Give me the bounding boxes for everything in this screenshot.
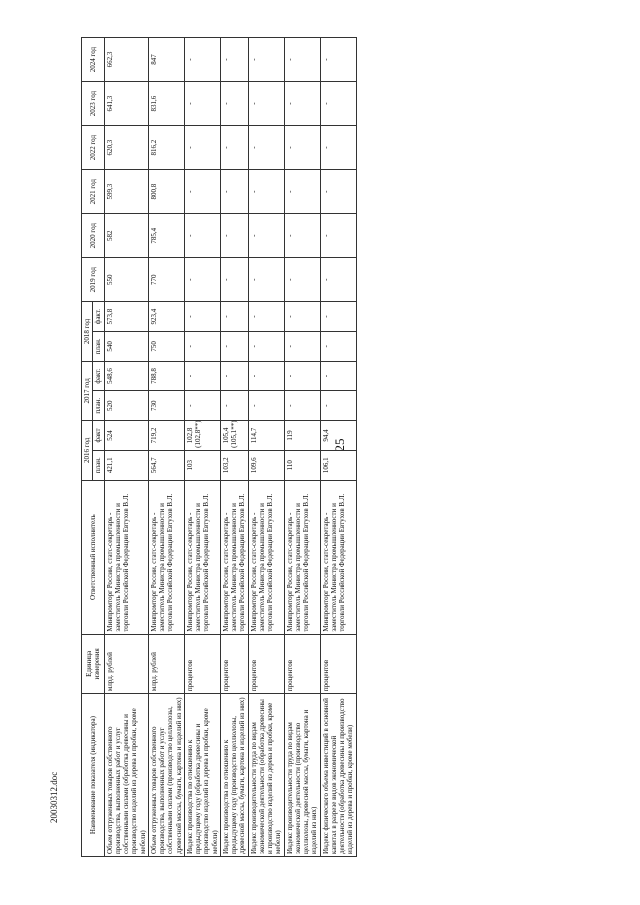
value-2024-cell: - [284, 38, 320, 82]
table-row [148, 38, 184, 857]
value-2023-cell: - [248, 82, 284, 126]
value-2019-cell: 550 [104, 258, 148, 302]
indicator-name: Индекс физического объема инвестиций в основной капитал в разрезе видов экономической деятельности (обработка древесины и производство изделий из дерева и пробки, кроме мебели) [320, 694, 356, 857]
fact-2016-cell: 94,4 [320, 421, 356, 451]
value-2022-cell: - [320, 126, 356, 170]
header-2021: 2021 год [82, 170, 105, 214]
header-2017-fact: факт. [93, 361, 104, 391]
fact-2016-cell: 102,8 (102,8**) [184, 421, 220, 451]
value-2020-cell: 582 [104, 214, 148, 258]
value-2022-cell: - [184, 126, 220, 170]
value-2022-cell: 620,3 [104, 126, 148, 170]
header-2019: 2019 год [82, 258, 105, 302]
plan-2017-cell: - [184, 391, 220, 421]
plan-2016-cell: 103 [184, 450, 220, 480]
header-2017: 2017 год [82, 361, 93, 420]
table-row [184, 38, 220, 857]
fact-2017-cell: 788,8 [148, 361, 184, 391]
value-2021-cell: 800,8 [148, 170, 184, 214]
value-2021-cell: 599,3 [104, 170, 148, 214]
fact-2017-cell: - [284, 361, 320, 391]
plan-2018-cell: - [320, 331, 356, 361]
value-2022-cell: 816,2 [148, 126, 184, 170]
value-2019-cell: - [184, 258, 220, 302]
header-unit: Единица измерения [82, 634, 105, 693]
fact-2017-cell: - [220, 361, 248, 391]
table-row [320, 38, 356, 857]
plan-2018-cell: 540 [104, 331, 148, 361]
responsible-cell: Минпромторг России, статс-секретарь - заместитель Министра промышленности и торговли Российской Федерации Евтухов В.Л. [248, 480, 284, 634]
value-2019-cell: 770 [148, 258, 184, 302]
fact-2018-cell: - [184, 302, 220, 332]
value-2022-cell: - [248, 126, 284, 170]
header-2023: 2023 год [82, 82, 105, 126]
header-2018-fact: факт. [93, 302, 104, 332]
value-2020-cell: - [184, 214, 220, 258]
plan-2017-cell: - [220, 391, 248, 421]
value-2020-cell: - [320, 214, 356, 258]
value-2020-cell: - [248, 214, 284, 258]
fact-2017-cell: - [248, 361, 284, 391]
header-responsible: Ответственный исполнитель [82, 480, 105, 634]
unit-cell: процентов [220, 634, 248, 693]
plan-2018-cell: - [184, 331, 220, 361]
plan-2017-cell: 730 [148, 391, 184, 421]
rotated-table-container [81, 37, 621, 857]
value-2023-cell: - [320, 82, 356, 126]
table-header [82, 38, 105, 857]
responsible-cell: Минпромторг России, статс-секретарь - заместитель Министра промышленности и торговли Российской Федерации Евтухов В.Л. [104, 480, 148, 634]
header-2016-fact: факт [93, 421, 104, 451]
header-2016-plan: план. [93, 450, 104, 480]
table-row [248, 38, 284, 857]
plan-2016-cell: 106,1 [320, 450, 356, 480]
unit-cell: млрд. рублей [104, 634, 148, 693]
plan-2016-cell: 110 [284, 450, 320, 480]
plan-2018-cell: - [284, 331, 320, 361]
fact-2017-cell: - [184, 361, 220, 391]
header-name: Наименование показателя (индикатора) [82, 694, 105, 857]
responsible-cell: Минпромторг России, статс-секретарь - заместитель Министра промышленности и торговли Российской Федерации Евтухов В.Л. [184, 480, 220, 634]
value-2021-cell: - [284, 170, 320, 214]
fact-2016-cell: 105,4 (105,1**) [220, 421, 248, 451]
value-2021-cell: - [248, 170, 284, 214]
indicator-name: Индекс производства по отношению к предыдущему году (производство целлюлозы, древесной массы, бумаги, картона и изделий из них) [220, 694, 248, 857]
page-number: 25 [332, 438, 347, 452]
plan-2016-cell: 564,7 [148, 450, 184, 480]
value-2020-cell: 785,4 [148, 214, 184, 258]
indicator-name: Объем отгруженных товаров собственного производства, выполненных работ и услуг собственными силами (производство целлюлозы, древесной массы, бумаги, картона и изделий из них) [148, 694, 184, 857]
responsible-cell: Минпромторг России, статс-секретарь - заместитель Министра промышленности и торговли Российской Федерации Евтухов В.Л. [284, 480, 320, 634]
responsible-cell: Минпромторг России, статс-секретарь - заместитель Министра промышленности и торговли Российской Федерации Евтухов В.Л. [148, 480, 184, 634]
indicators-table [81, 37, 357, 857]
value-2024-cell: 662,3 [104, 38, 148, 82]
header-2020: 2020 год [82, 214, 105, 258]
value-2024-cell: - [220, 38, 248, 82]
indicator-name: Объем отгруженных товаров собственного производства, выполненных работ и услуг собственными силами (обработка древесины и производство изделий из дерева и пробки, кроме мебели) [104, 694, 148, 857]
plan-2018-cell: - [220, 331, 248, 361]
value-2023-cell: - [220, 82, 248, 126]
plan-2018-cell: - [248, 331, 284, 361]
value-2023-cell: - [184, 82, 220, 126]
responsible-cell: Минпромторг России, статс-секретарь - заместитель Министра промышленности и торговли Российской Федерации Евтухов В.Л. [320, 480, 356, 634]
value-2024-cell: - [320, 38, 356, 82]
header-2017-plan: план. [93, 391, 104, 421]
fact-2018-cell: - [220, 302, 248, 332]
plan-2017-cell: - [284, 391, 320, 421]
table-row [104, 38, 148, 857]
header-2018: 2018 год [82, 302, 93, 361]
value-2021-cell: - [320, 170, 356, 214]
unit-cell: процентов [320, 634, 356, 693]
unit-cell: млрд. рублей [148, 634, 184, 693]
indicator-name: Индекс производительности труда по видам экономической деятельности (обработка древесины и производство изделий из дерева и пробки, кроме мебели) [248, 694, 284, 857]
value-2019-cell: - [320, 258, 356, 302]
fact-2017-cell: - [320, 361, 356, 391]
table-body [104, 38, 356, 857]
unit-cell: процентов [184, 634, 220, 693]
document-filename: 20030312.doc [49, 771, 59, 823]
value-2024-cell: 847 [148, 38, 184, 82]
value-2023-cell: - [284, 82, 320, 126]
fact-2018-cell: - [320, 302, 356, 332]
plan-2016-cell: 103,2 [220, 450, 248, 480]
header-2022: 2022 год [82, 126, 105, 170]
value-2020-cell: - [284, 214, 320, 258]
value-2024-cell: - [248, 38, 284, 82]
value-2019-cell: - [248, 258, 284, 302]
fact-2016-cell: 524 [104, 421, 148, 451]
value-2022-cell: - [220, 126, 248, 170]
fact-2018-cell: - [248, 302, 284, 332]
value-2024-cell: - [184, 38, 220, 82]
plan-2017-cell: - [248, 391, 284, 421]
value-2021-cell: - [184, 170, 220, 214]
plan-2018-cell: 750 [148, 331, 184, 361]
header-2024: 2024 год [82, 38, 105, 82]
value-2022-cell: - [284, 126, 320, 170]
value-2019-cell: - [220, 258, 248, 302]
value-2023-cell: 641,3 [104, 82, 148, 126]
fact-2016-cell: 119 [284, 421, 320, 451]
fact-2017-cell: 548,6 [104, 361, 148, 391]
fact-2016-cell: 719,2 [148, 421, 184, 451]
indicator-name: Индекс производства по отношению к предыдущему году (обработка древесины и производство изделий из дерева и пробки, кроме мебели) [184, 694, 220, 857]
header-2018-plan: план. [93, 331, 104, 361]
fact-2018-cell: - [284, 302, 320, 332]
fact-2018-cell: 573,8 [104, 302, 148, 332]
unit-cell: процентов [248, 634, 284, 693]
value-2019-cell: - [284, 258, 320, 302]
value-2023-cell: 831,6 [148, 82, 184, 126]
value-2021-cell: - [220, 170, 248, 214]
value-2020-cell: - [220, 214, 248, 258]
header-2016: 2016 год [82, 421, 93, 480]
table-row [284, 38, 320, 857]
plan-2017-cell: 520 [104, 391, 148, 421]
indicator-name: Индекс производительности труда по видам экономической деятельности (производство целлюлозы, древесной массы, бумаги, картона и изделий из них) [284, 694, 320, 857]
responsible-cell: Минпромторг России, статс-секретарь - заместитель Министра промышленности и торговли Российской Федерации Евтухов В.Л. [220, 480, 248, 634]
table-row [220, 38, 248, 857]
unit-cell: процентов [284, 634, 320, 693]
fact-2016-cell: 114,7 [248, 421, 284, 451]
fact-2018-cell: 923,4 [148, 302, 184, 332]
plan-2016-cell: 109,6 [248, 450, 284, 480]
plan-2017-cell: - [320, 391, 356, 421]
plan-2016-cell: 421,1 [104, 450, 148, 480]
